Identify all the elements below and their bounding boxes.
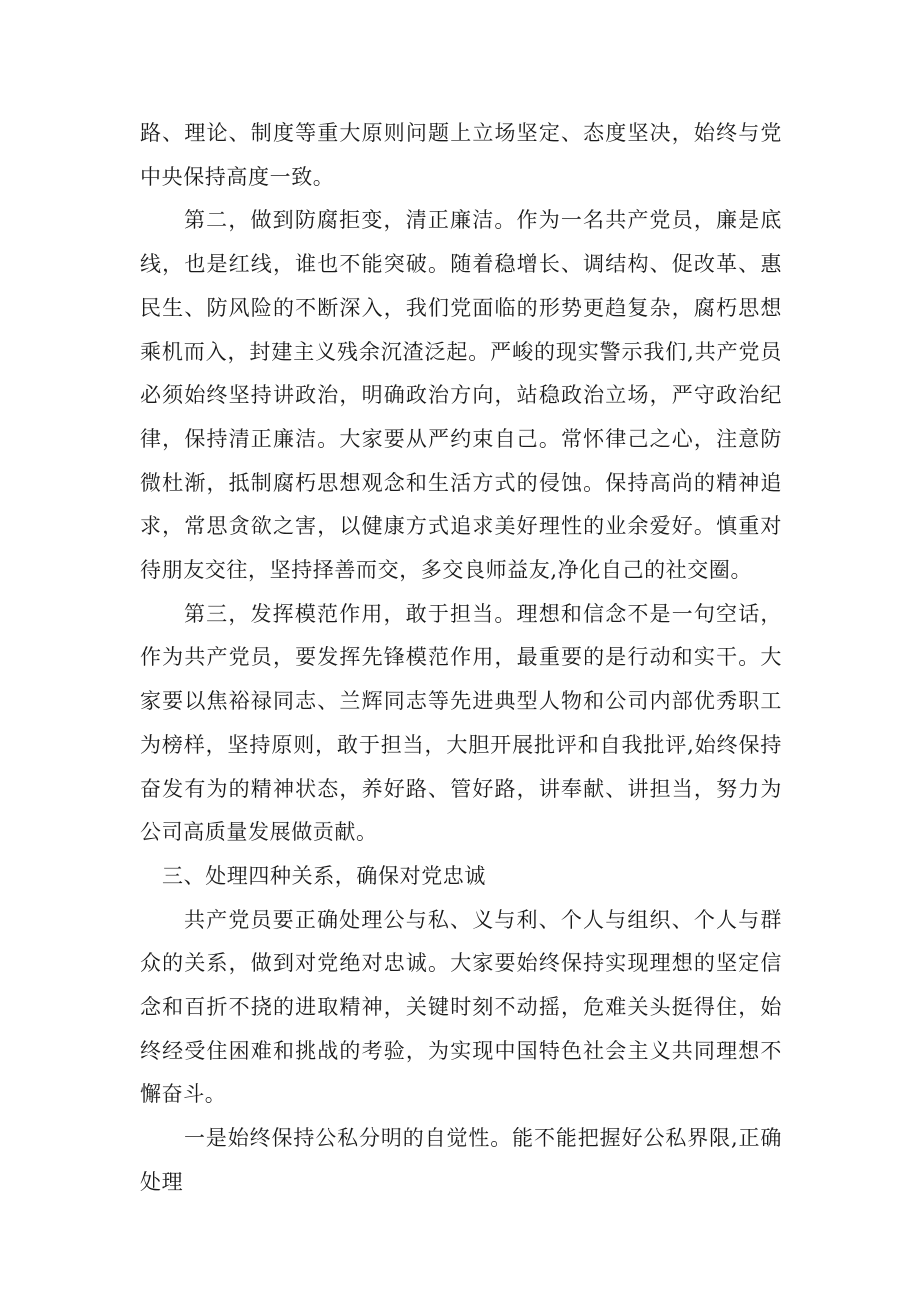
paragraph-continuation: 路、理论、制度等重大原则问题上立场坚定、态度坚决，始终与党中央保持高度一致。	[140, 121, 782, 189]
section-heading: 三、处理四种关系，确保对党忠诚	[162, 863, 486, 888]
document-page	[140, 112, 782, 1205]
paragraph-four-relations: 共产党员要正确处理公与私、义与利、个人与组织、个人与群众的关系，做到对党绝对忠诚。大家要始终保持实现理想的坚定信念和百折不挠的进取精神，关键时刻不动摇，危难关头挺得住，始终经受住困难和挑战的考验，为实现中国特色社会主义共同理想不懈奋斗。	[140, 907, 782, 1107]
paragraph-third-point: 第三，发挥模范作用，敢于担当。理想和信念不是一句空话，作为共产党员，要发挥先锋模范作用，最重要的是行动和实干。大家要以焦裕禄同志、兰辉同志等先进典型人物和公司内部优秀职工为榜样，坚持原则，敢于担当，大胆开展批评和自我批评,始终保持奋发有为的精神状态，养好路、管好路，讲奉献、讲担当，努力为公司高质量发展做贡献。	[140, 601, 782, 845]
paragraph-first-relation: 一是始终保持公私分明的自觉性。能不能把握好公私界限,正确处理	[140, 1126, 782, 1194]
paragraph-second-point: 第二，做到防腐拒变，清正廉洁。作为一名共产党员，廉是底线，也是红线，谁也不能突破。随着稳增长、调结构、促改革、惠民生、防风险的不断深入，我们党面临的形势更趋复杂，腐朽思想乘机而入，封建主义残余沉渣泛起。严峻的现实警示我们,共产党员必须始终坚持讲政治，明确政治方向，站稳政治立场，严守政治纪律，保持清正廉洁。大家要从严约束自己。常怀律己之心，注意防微杜渐，抵制腐朽思想观念和生活方式的侵蚀。保持高尚的精神追求，常思贪欲之害，以健康方式追求美好理性的业余爱好。慎重对待朋友交往，坚持择善而交，多交良师益友,净化自己的社交圈。	[140, 208, 782, 583]
